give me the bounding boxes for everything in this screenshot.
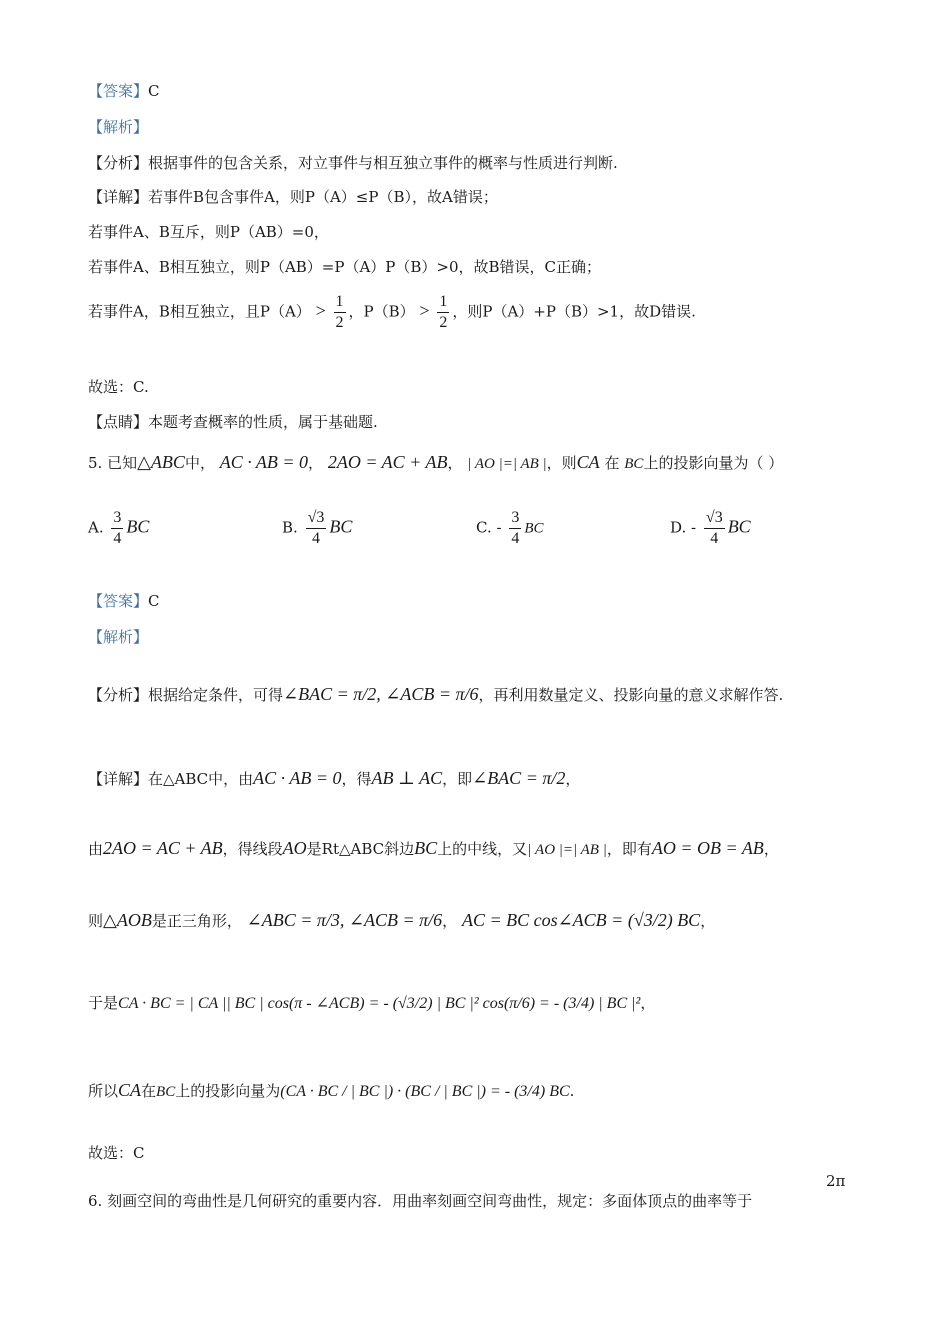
math-condition-3: | AO |=| AB | — [467, 456, 547, 472]
detail-text: 在 — [141, 1082, 157, 1100]
math: AC · AB = 0 — [253, 768, 342, 788]
math-vector-ca: CA — [576, 452, 600, 472]
answer-value: C — [148, 592, 160, 610]
dianjing-tag: 【点睛】 — [88, 413, 149, 431]
math-vector-bc: BC — [624, 456, 644, 472]
fenxi-text: 根据事件的包含关系，对立事件与相互独立事件的概率与性质进行判断. — [148, 154, 618, 172]
detail-text: 所以 — [88, 1082, 119, 1100]
q5-detail-2 — [88, 838, 779, 859]
detail-text: ，得 — [341, 770, 372, 788]
q4-choose: 故选：C. — [88, 378, 149, 396]
q5-analysis-heading — [88, 626, 148, 647]
option-fraction: $\frac{3}{4}$ — [511, 509, 520, 547]
option-fraction: $\frac{3}{4}$ — [113, 509, 122, 547]
detail-tag: 【详解】 — [88, 770, 149, 788]
detail-text: 若事件B包含事件A，则P（A）≤P（B），故A错误； — [148, 188, 498, 206]
q4-answer — [88, 80, 160, 101]
option-vector: BC — [126, 516, 150, 537]
q4-detail-1 — [88, 186, 498, 207]
detail-tag: 【详解】 — [88, 188, 149, 206]
stem-text: 6. 刻画空间的弯曲性是几何研究的重要内容．用曲率刻画空间弯曲性，规定：多面体顶点的曲率等于 — [88, 1192, 753, 1210]
option-b[interactable] — [282, 508, 352, 549]
stem-part: 上的投影向量为（ ） — [643, 454, 784, 472]
analysis-tag: 【解析】 — [88, 118, 149, 136]
q5-choose: 故选：C — [88, 1144, 145, 1162]
q5-detail-1 — [88, 768, 580, 789]
math: CA · BC = | CA || BC | cos(π - ∠ACB) = - (√3/2) | BC |² cos(π/6) = - (3/4) | BC |² — [118, 995, 641, 1012]
detail-text: ， — [763, 840, 779, 858]
detail-text: 上的中线，又 — [437, 840, 528, 858]
detail-text: 于是 — [88, 994, 119, 1012]
fenxi-tag: 【分析】 — [88, 154, 149, 172]
option-d[interactable] — [670, 508, 751, 549]
detail-text: . — [569, 1082, 575, 1100]
math-condition-1: AC · AB = 0 — [219, 452, 309, 472]
detail-text: 由 — [88, 840, 104, 858]
detail-4-part-a: 若事件A，B相互独立，且P（A） — [88, 302, 311, 321]
q6-stem — [88, 1190, 752, 1211]
detail-text: ，即有 — [606, 840, 652, 858]
detail-text: ，即 — [442, 770, 473, 788]
option-label: B. — [282, 518, 298, 537]
gt-sign: > — [419, 300, 430, 321]
option-fraction: $\frac{√3}{4}$ — [705, 509, 723, 547]
math: 2AO = AC + AB — [103, 838, 223, 858]
option-sign: - — [691, 518, 697, 537]
option-a[interactable] — [88, 508, 149, 549]
math: AO — [282, 838, 307, 858]
fenxi-tag: 【分析】 — [88, 686, 149, 704]
stem-part: 中， — [184, 454, 215, 472]
math: AC = BC cos∠ACB = (√3/2) BC — [461, 910, 701, 930]
q5-answer — [88, 590, 160, 611]
q5-detail-4 — [88, 992, 655, 1013]
math: BC — [414, 838, 438, 858]
q4-dianjing — [88, 411, 378, 432]
detail-text: ， — [640, 994, 656, 1012]
detail-text: ， — [700, 912, 716, 930]
math: (CA · BC / | BC |) · (BC / | BC |) = - (3/4) BC — [280, 1083, 570, 1100]
math-angles: ∠BAC = π/2, ∠ACB = π/6 — [283, 684, 479, 704]
q4-detail-2: 若事件A、B互斥，则P（AB）=0， — [88, 223, 329, 241]
detail-text: 是正三角形， — [151, 912, 242, 930]
q5-detail-5 — [88, 1080, 574, 1101]
q5-stem: 5. 已知△ABC中， AC · AB = 0， 2AO = AC + AB， | AO |=| AB |，则CA 在 BC上的投影向量为（ ） — [88, 452, 784, 472]
gt-sign: > — [315, 300, 326, 321]
option-label: A. — [88, 518, 104, 537]
math: AO = OB = AB — [651, 838, 764, 858]
stem-part: 在 — [604, 454, 620, 472]
math: ∠ABC = π/3, ∠ACB = π/6 — [246, 910, 443, 930]
option-label: C. — [476, 518, 492, 537]
q4-analysis-heading — [88, 116, 148, 137]
option-vector: BC — [524, 520, 544, 537]
answer-tag: 【答案】 — [88, 592, 149, 610]
analysis-tag: 【解析】 — [88, 628, 149, 646]
option-vector: BC — [727, 516, 751, 537]
detail-text: 则 — [88, 912, 104, 930]
q4-fenxi — [88, 152, 618, 173]
math: AB ⊥ AC — [371, 768, 443, 788]
detail-text: ， — [565, 770, 581, 788]
option-label: D. — [670, 518, 687, 537]
option-fraction: $\frac{√3}{4}$ — [307, 509, 325, 547]
fenxi-text: 根据给定条件，可得 — [148, 686, 284, 704]
math: CA — [118, 1080, 142, 1100]
option-c[interactable] — [476, 508, 544, 549]
math: BC — [156, 1084, 176, 1100]
detail-text: ，得线段 — [222, 840, 283, 858]
math: ∠BAC = π/2 — [472, 768, 566, 788]
q5-detail-3 — [88, 910, 715, 931]
detail-4-part-b: ，P（B） — [348, 302, 415, 321]
dianjing-text: 本题考查概率的性质，属于基础题. — [148, 413, 378, 431]
fenxi-text: ，再利用数量定义、投影向量的意义求解作答. — [478, 686, 784, 704]
answer-value: C — [148, 82, 160, 100]
math-triangle: △ABC — [137, 452, 185, 472]
detail-text: 是Rt△ABC斜边 — [306, 840, 415, 858]
detail-text: 上的投影向量为 — [175, 1082, 281, 1100]
math: △AOB — [103, 910, 152, 930]
stem-part: 5. 已知 — [88, 454, 138, 472]
detail-4-part-c: ，则P（A）+P（B）>1，故D错误. — [452, 302, 696, 321]
q4-detail-4 — [88, 292, 696, 333]
q4-detail-3: 若事件A、B相互独立，则P（AB）=P（A）P（B）>0，故B错误，C正确； — [88, 258, 602, 276]
detail-text: 在△ABC中，由 — [148, 770, 254, 788]
fraction-half: $\frac{1}{2}$ — [439, 293, 448, 331]
q5-fenxi — [88, 684, 783, 705]
math: | AO |=| AB | — [527, 842, 607, 858]
fraction-half: $\frac{1}{2}$ — [335, 293, 344, 331]
q6-tail-math: 2π — [826, 1172, 846, 1190]
answer-tag: 【答案】 — [88, 82, 149, 100]
math-condition-2: 2AO = AC + AB — [327, 452, 448, 472]
option-sign: - — [496, 518, 502, 537]
option-vector: BC — [329, 516, 353, 537]
detail-text: ， — [442, 912, 458, 930]
stem-part: ，则 — [546, 454, 577, 472]
